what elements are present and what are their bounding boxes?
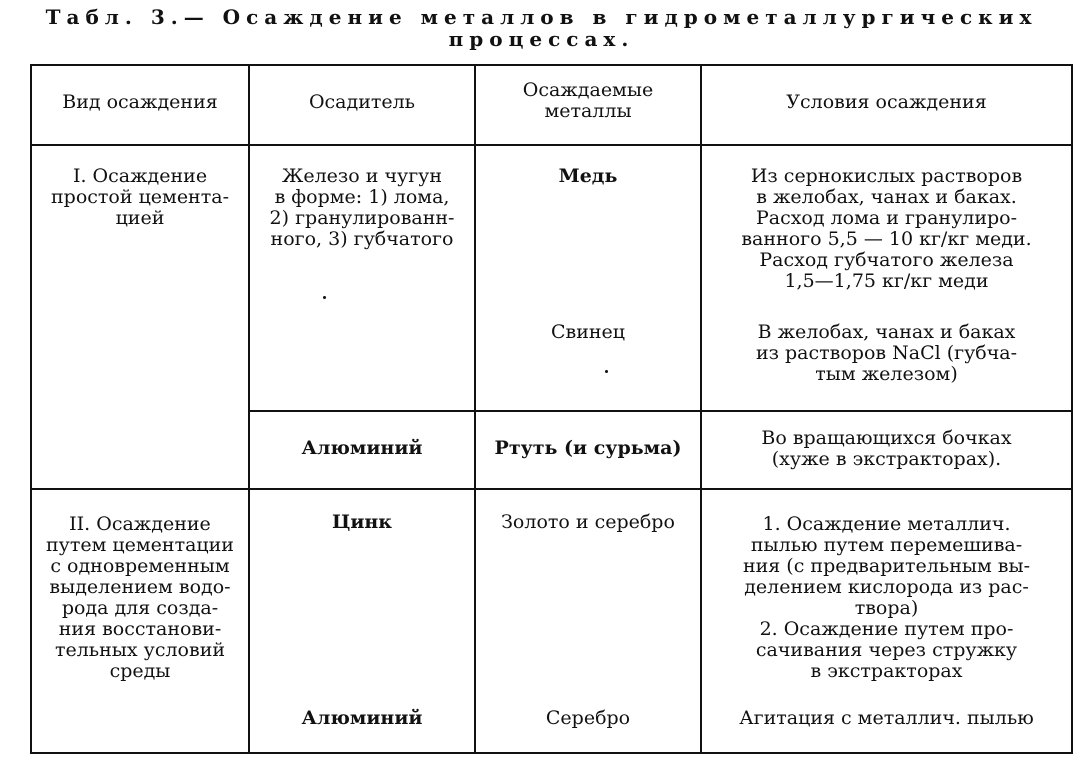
row2-metal: Ртуть (и сурьма) bbox=[494, 437, 682, 459]
header-bottom-border bbox=[30, 144, 1073, 146]
header-conditions: Условия осаждения bbox=[786, 91, 987, 113]
table-bottom-border bbox=[30, 752, 1073, 754]
caption-line-1: Табл. 3.— Осаждение металлов в гидрометаллургических bbox=[45, 5, 1038, 29]
row1-metal-copper: Медь bbox=[558, 165, 618, 187]
row1-inner-border bbox=[248, 410, 1073, 412]
row1-conditions-copper: Из сернокислых растворов в желобах, чанах и баках. Расход лома и гранулиро- ванного 5,5 — 10 кг/кг меди. Расход губчатого железа 1,5—1,75 кг/кг меди bbox=[741, 165, 1032, 292]
table-right-border bbox=[1071, 64, 1073, 754]
row3-conditions-zinc: 1. Осаждение металлич. пылью путем перемешива- ния (с предварительным вы- делением кислорода из рас- твора) 2. Осаждение путем про- сачивания через стружку в экстракторах bbox=[742, 513, 1031, 682]
row1-metal-lead: Свинец bbox=[550, 321, 626, 343]
caption-line-2: процессах. bbox=[448, 27, 635, 51]
header-metals bbox=[476, 80, 700, 122]
header-type: Вид осаждения bbox=[62, 91, 218, 113]
header-metals-line-2: металлы bbox=[544, 100, 632, 122]
row2-conditions: Во вращающихся бочках (хуже в экстракторах). bbox=[761, 427, 1012, 470]
row3-precipitant-aluminium: Алюминий bbox=[301, 707, 423, 729]
row3-type: II. Осаждение путем цементации с одновременным выделением водо- рода для созда- ния восстанови- тельных условий среды bbox=[46, 513, 234, 682]
row1-conditions-lead: В желобах, чанах и баках из растворов NaCl (губча- тым железом) bbox=[755, 321, 1018, 385]
print-speck bbox=[605, 370, 608, 373]
table-caption bbox=[0, 6, 1083, 50]
row1-type: I. Осаждение простой цемента- цией bbox=[51, 165, 229, 229]
row1-precipitant: Железо и чугун в форме: 1) лома, 2) гранулированн- ного, 3) губчатого bbox=[269, 165, 455, 250]
row3-metal-silver: Серебро bbox=[545, 707, 631, 729]
row3-conditions-aluminium: Агитация с металлич. пылью bbox=[739, 707, 1034, 729]
header-precipitant: Осадитель bbox=[308, 91, 416, 113]
row3-precipitant-zinc: Цинк bbox=[331, 511, 393, 533]
row2-precipitant: Алюминий bbox=[301, 437, 423, 459]
row-group-border bbox=[30, 488, 1073, 490]
table-top-border bbox=[30, 64, 1073, 66]
row3-metal-gold-silver: Золото и серебро bbox=[501, 511, 675, 533]
header-metals-line-1: Осаждаемые bbox=[522, 79, 654, 101]
print-speck bbox=[323, 296, 326, 299]
